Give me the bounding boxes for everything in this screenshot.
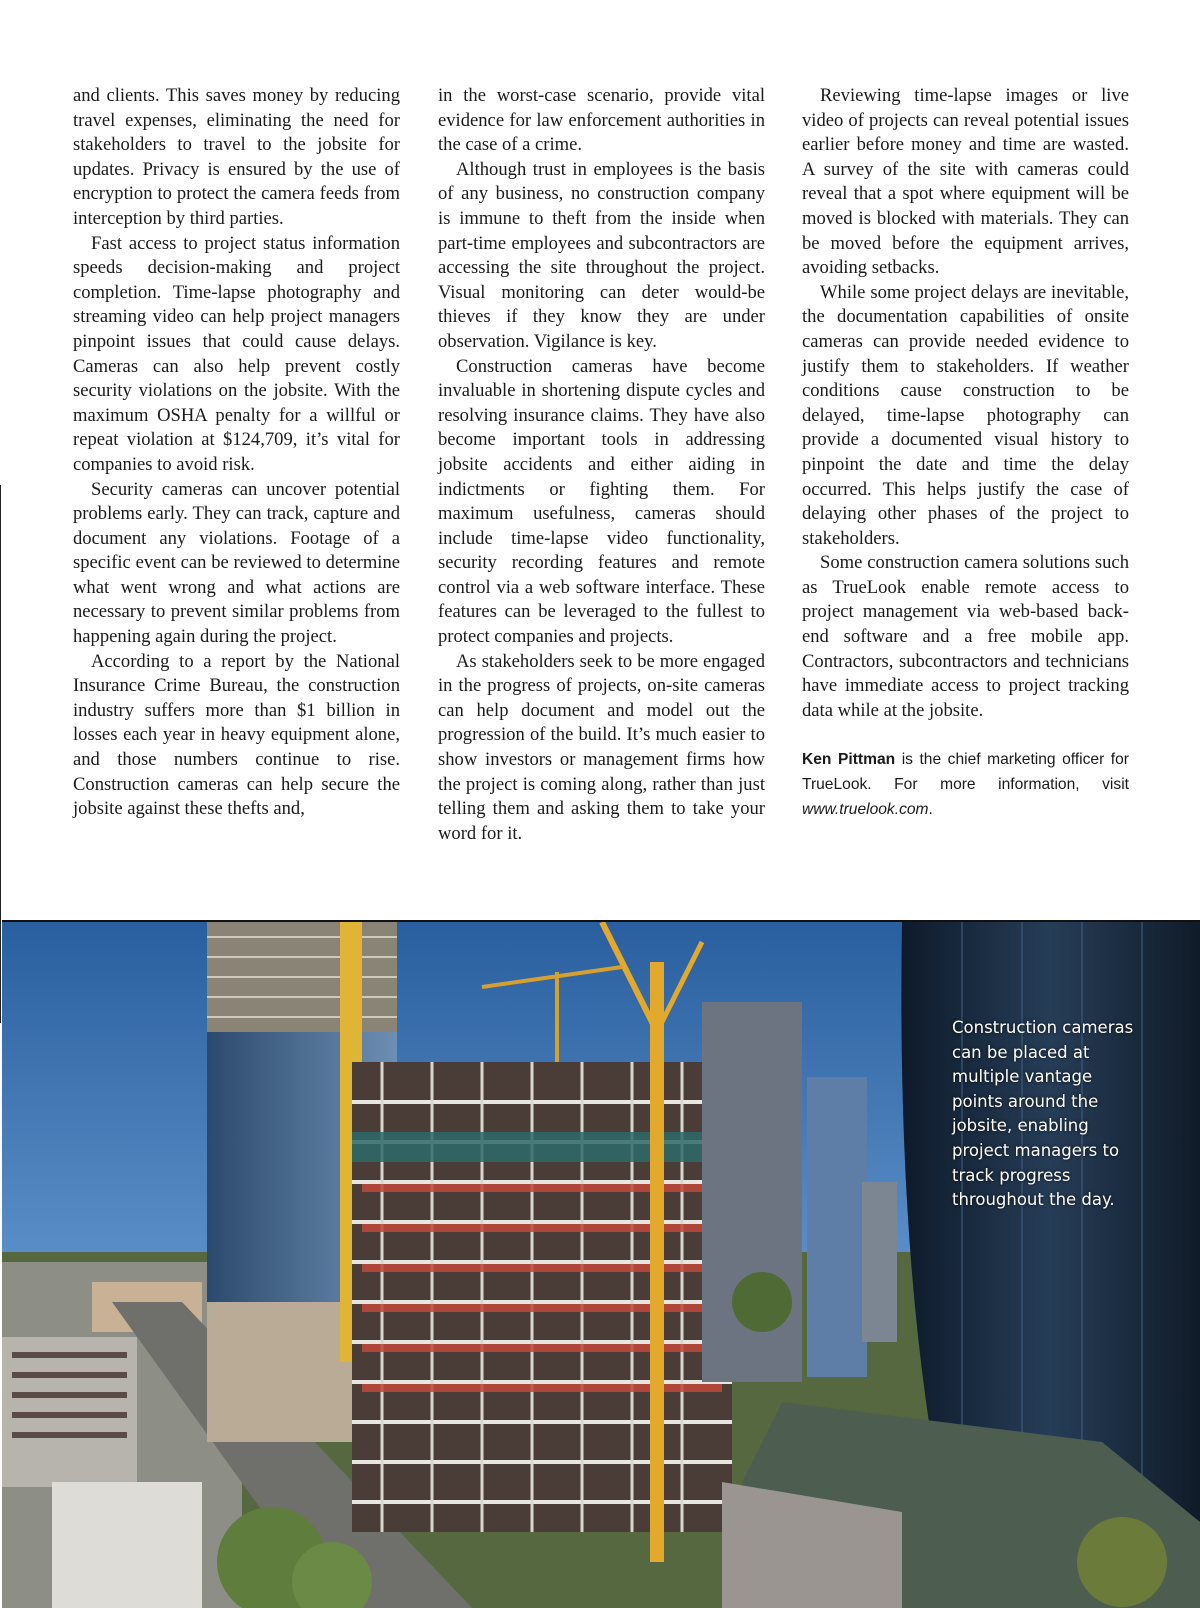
- text-column-1: [73, 84, 400, 822]
- paragraph: Some construction camera solutions such as TrueLook enable remote access to project management via web-based back-end software and a free mobile app. Contractors, subcontractors and technicians have immediate access to project tracking data while at the jobsite.: [802, 552, 1129, 721]
- paragraph: While some project delays are inevitable, the documentation capabilities of onsite cameras can provide needed evidence to justify them to stakeholders. If weather conditions cause construction to be delayed, time-lapse photography can provide a documented visual history to pinpoint the date and time the delay occurred. This helps justify the case of delaying other phases of the project to stakeholders.: [802, 281, 1129, 549]
- paragraph: in the worst-case scenario, provide vital evidence for law enforcement authorities in the case of a crime.: [438, 85, 765, 156]
- author-name: Ken Pittman: [802, 751, 896, 769]
- author-bio-text: is the chief marketing officer for TrueLook. For more information, visit: [802, 751, 1130, 794]
- author-bio-end: .: [928, 800, 933, 818]
- page-edge-rule: [0, 485, 1, 1023]
- paragraph: Security cameras can uncover potential problems early. They can track, capture and document any violations. Footage of a specific event can be reviewed to determine what went wrong and what actions are necessary to prevent similar problems from happening again during the project.: [73, 478, 400, 648]
- paragraph: As stakeholders seek to be more engaged in the progress of projects, on-site cameras can help document and model out the progression of the build. It’s much easier to show investors or management firms how the project is coming along, rather than just telling them and asking them to take your word for it.: [438, 650, 765, 844]
- paragraph: Construction cameras have become invaluable in shortening dispute cycles and resolving insurance claims. They have also become important tools in addressing jobsite accidents and either aiding in indictments or fighting them. For maximum usefulness, cameras should include time-lapse video functionality, security recording features and remote control via a web software interface. These features can be leveraged to the fullest to protect companies and projects.: [438, 355, 765, 648]
- paragraph: and clients. This saves money by reducing travel expenses, eliminating the need for stakeholders to travel to the jobsite for updates. Privacy is ensured by the use of encryption to protect the camera feeds from interception by third parties.: [73, 85, 400, 229]
- paragraph: Although trust in employees is the basis of any business, no construction company is immune to theft from the inside when part-time employees and subcontractors are accessing the site throughout the project. Visual monitoring can deter would-be thieves if they know they are under observation. Vigilance is key.: [438, 158, 765, 352]
- author-website-link[interactable]: www.truelook.com: [802, 800, 929, 818]
- paragraph: According to a report by the National Insurance Crime Bureau, the construction industry suffers more than $1 billion in losses each year in heavy equipment alone, and those numbers continue to rise. Construction cameras can help secure the jobsite against these thefts and,: [73, 650, 400, 820]
- author-bio: [802, 748, 1129, 822]
- text-column-3: [802, 84, 1129, 822]
- photo-caption: Construction cameras can be placed at multiple vantage points around the jobsite, enabling project managers to track progress throughout the day.: [952, 1018, 1134, 1210]
- paragraph: Fast access to project status information speeds decision-making and project completion. Time-lapse photography and streaming video can help project managers pinpoint issues that could cause delays. Cameras can also help prevent costly security violations on the jobsite. With the maximum OSHA penalty for a willful or repeat violation at $124,709, it’s vital for companies to avoid risk.: [73, 232, 400, 475]
- text-column-2: [438, 84, 765, 846]
- paragraph: Reviewing time-lapse images or live video of projects can reveal potential issues earlier before money and time are wasted. A survey of the site with cameras could reveal that a spot where equipment will be moved is blocked with materials. They can be moved before the equipment arrives, avoiding setbacks.: [802, 85, 1129, 279]
